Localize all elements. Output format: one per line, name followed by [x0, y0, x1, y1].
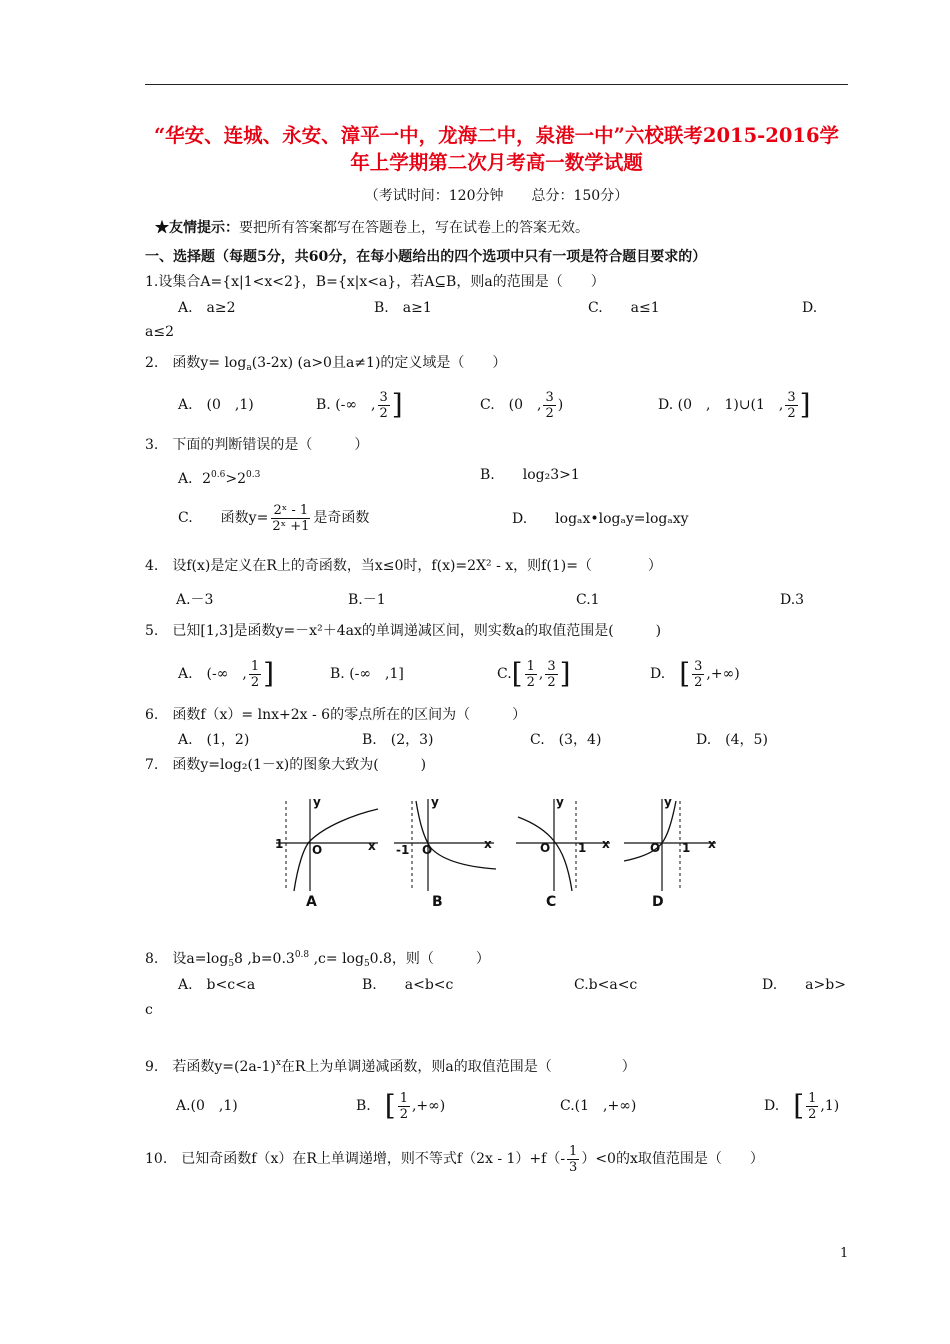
bracket: ]: [391, 388, 403, 421]
q1-option-a: A. a≥2: [178, 300, 236, 316]
q7-stem: 7. 函数y=log₂(1－x)的图象大致为( ): [145, 757, 427, 773]
q2-b-fraction: [378, 390, 390, 421]
q2-option-a: A. (0 ,1): [178, 397, 254, 413]
frac-num: 1: [250, 658, 260, 674]
origin-label: O: [540, 841, 551, 855]
q5-option-a: [178, 654, 274, 694]
q5-option-b: B. (-∞ ,1]: [330, 666, 404, 682]
tick-label: 1: [275, 837, 284, 851]
q6-option-a: A. (1，2): [178, 732, 250, 748]
q8-sup: 0.8: [294, 950, 310, 960]
q5-d-pre: D.: [650, 666, 666, 682]
origin-label: O: [422, 843, 433, 857]
origin-label: O: [650, 841, 661, 855]
q5-stem: 5. 已知[1,3]是函数y=－x²＋4ax的单调递减区间，则实数a的取值范围是( ): [145, 623, 662, 639]
axis-x-label: x: [708, 837, 716, 851]
q3-option-c: [178, 498, 369, 538]
q10-fraction: [567, 1144, 579, 1175]
q5-d-fraction: [692, 659, 704, 690]
q3-a-exp2: 0.3: [246, 470, 261, 480]
bracket: [: [384, 1089, 396, 1122]
frac-num: 1: [569, 1143, 578, 1159]
frac-den: 2: [379, 405, 388, 421]
frac-den: 2: [547, 674, 556, 690]
axis-y-label: y: [664, 795, 672, 809]
q2-c-post: ): [557, 397, 564, 413]
frac-num: 3: [379, 389, 388, 405]
q5-c-pre: C.: [497, 666, 512, 682]
bracket: [: [679, 657, 691, 690]
bracket: ]: [263, 657, 275, 690]
q9-sup: x: [275, 1058, 281, 1068]
tick-label: 1: [578, 841, 587, 855]
q10-post: ）<0的x取值范围是（ ）: [581, 1151, 764, 1167]
q7-label-c: C: [546, 894, 557, 910]
top-rule: [145, 84, 848, 85]
q7-label-d: D: [652, 894, 664, 910]
exam-info: （考试时间：120分钟 总分：150分）: [364, 188, 629, 204]
q4-stem: 4. 设f(x)是定义在R上的奇函数，当x≤0时，f(x)=2X² - x，则f(1)=（ ）: [145, 558, 662, 574]
frac-num: 3: [694, 658, 703, 674]
q5-a-pre: A. (-∞ ,: [178, 666, 247, 682]
q9-b-pre: B.: [356, 1098, 371, 1114]
q8-sub1: 5: [228, 959, 235, 969]
frac-num: 3: [787, 389, 796, 405]
frac-num: 3: [547, 658, 556, 674]
q2-d-fraction: [785, 390, 797, 421]
q8-option-b: B. a<b<c: [362, 977, 454, 993]
q6-stem: 6. 函数f（x）= lnx+2x - 6的零点所在的区间为（ ）: [145, 707, 527, 723]
origin-label: O: [312, 843, 323, 857]
q5-d-post: ,+∞): [706, 666, 740, 682]
section-heading: 一、选择题（每题5分，共60分，在每小题给出的四个选项中只有一项是符合题目要求的）: [145, 249, 707, 265]
q8-post: 0.8，则（ ）: [369, 951, 490, 967]
q2-stem-post: (3-2x) (a>0且a≠1)的定义域是（ ）: [251, 355, 507, 371]
q1-option-b: B. a≥1: [374, 300, 432, 316]
q5-option-d: [650, 654, 740, 694]
q6-option-d: D. (4，5): [696, 732, 768, 748]
q2-option-d: [658, 386, 811, 424]
q8-option-c: C.b<a<c: [574, 977, 638, 993]
q2-option-b: [316, 386, 403, 424]
q5-c-fraction2: [545, 659, 557, 690]
q8-mid1: 8 ,b=0.3: [234, 951, 295, 967]
q9-option-c: C.(1 ,+∞): [560, 1098, 637, 1114]
axis-x-label: x: [484, 837, 492, 851]
q9-d-fraction: [806, 1091, 818, 1122]
axis-y-label: y: [556, 795, 564, 809]
page-number: 1: [840, 1246, 849, 1261]
q2-option-c: [480, 386, 563, 424]
bracket: [: [793, 1089, 805, 1122]
q3-a-mid: >2: [225, 471, 246, 487]
q8-option-d-wrap: c: [145, 1002, 153, 1018]
q6-option-c: C. (3，4): [530, 732, 602, 748]
tick-label: -1: [396, 843, 410, 857]
frac-den: 2: [526, 674, 535, 690]
q2-stem: [145, 354, 506, 377]
q8-pre: 8. 设a=log: [145, 951, 229, 967]
frac-den: 2: [694, 674, 703, 690]
bracket: ]: [799, 388, 811, 421]
q2-c-pre: C. (0 ,: [480, 397, 542, 413]
q1-option-d-wrap: a≤2: [145, 324, 174, 340]
q1-option-d: D.: [802, 300, 818, 316]
q10-stem: [145, 1140, 764, 1178]
frac-num: 1: [399, 1090, 408, 1106]
q3-option-b: B. log₂3>1: [480, 467, 580, 483]
q10-pre: 10. 已知奇函数f（x）在R上单调递增，则不等式f（2x - 1）+f（-: [145, 1151, 566, 1167]
q4-option-d: D.3: [780, 592, 805, 608]
q7-graph-b: [392, 795, 504, 895]
q8-mid2: ,c= log: [309, 951, 364, 967]
axis-y-label: y: [431, 795, 439, 809]
q1-stem: 1.设集合A={x|1<x<2}，B={x|x<a}，若A⊆B，则a的范围是（ ）: [145, 274, 605, 290]
q3-a-pre: A．2: [178, 471, 212, 487]
q4-option-c: C.1: [576, 592, 600, 608]
q2-d-pre: D. (0 , 1)∪(1 ,: [658, 397, 784, 413]
q3-option-d: D. logₐx•logₐy=logₐxy: [512, 511, 689, 527]
q3-c-fraction: [270, 503, 311, 534]
frac-num: 1: [808, 1090, 817, 1106]
q1-option-c: C. a≤1: [588, 300, 660, 316]
frac-den: 2: [399, 1106, 408, 1122]
q7-label-a: A: [306, 894, 317, 910]
axis-x-label: x: [602, 837, 610, 851]
page-title: “华安、连城、永安、漳平一中，龙海二中，泉港一中”六校联考2015-2016学年上学期第二次月考高一数学试题: [153, 124, 840, 174]
frac-num: 2ˣ - 1: [273, 502, 309, 518]
tip-line: [155, 219, 589, 237]
q6-option-b: B. (2，3): [362, 732, 434, 748]
axis-x-label: x: [368, 839, 376, 853]
q8-sub2: 5: [363, 959, 370, 969]
q9-pre: 9. 若函数y=(2a-1): [145, 1059, 276, 1075]
q8-option-d: D. a>b>: [762, 977, 846, 993]
q8-option-a: A. b<c<a: [178, 977, 256, 993]
tick-label: 1: [682, 841, 691, 855]
q9-d-pre: D.: [764, 1098, 780, 1114]
q2-b-pre: B. (-∞ ,: [316, 397, 376, 413]
frac-den: 2: [787, 405, 796, 421]
q3-c-post: 是奇函数: [313, 510, 370, 526]
q4-option-a: A.－3: [176, 592, 214, 608]
q9-stem: [145, 1054, 636, 1076]
q9-option-a: A.(0 ,1): [176, 1098, 238, 1114]
q2-stem-pre: 2. 函数y= log: [145, 355, 247, 371]
q7-label-b: B: [432, 894, 443, 910]
q4-option-b: B.－1: [348, 592, 386, 608]
q5-c-fraction1: [525, 659, 537, 690]
frac-num: 1: [526, 658, 535, 674]
q3-a-exp1: 0.6: [211, 470, 226, 480]
q9-b-fraction: [398, 1091, 410, 1122]
q3-option-a: [178, 466, 260, 488]
q9-d-post: ,1): [820, 1098, 840, 1114]
q7-graph-d: [620, 795, 730, 895]
bracket: [: [511, 657, 523, 690]
q2-c-fraction: [543, 390, 555, 421]
q8-stem: [145, 946, 490, 973]
frac-den: 2: [545, 405, 554, 421]
q7-graph-c: [512, 795, 624, 895]
frac-den: 2: [808, 1106, 817, 1122]
tip-text: 要把所有答案都写在答题卷上，写在试卷上的答案无效。: [239, 220, 589, 236]
tip-label: ★友情提示：: [155, 220, 239, 236]
q9-b-post: ,+∞): [411, 1098, 446, 1114]
frac-den: 2ˣ +1: [272, 518, 310, 534]
frac-den: 2: [250, 674, 260, 690]
q3-c-pre: C. 函数y=: [178, 510, 269, 526]
q9-option-d: [764, 1086, 839, 1126]
q5-option-c: C.[ $\frac{1}{2}$ , $\frac{3}{2}$ ]: [497, 657, 571, 690]
frac-num: 3: [545, 389, 554, 405]
q2-stem-sub: a: [246, 363, 252, 373]
bracket: ]: [559, 657, 571, 690]
frac-den: 3: [569, 1159, 578, 1175]
q9-option-b: [356, 1086, 445, 1126]
q5-a-fraction: [249, 659, 261, 690]
q7-graph-a: [272, 795, 392, 895]
q9-post: 在R上为单调递减函数，则a的取值范围是（ ）: [280, 1059, 636, 1075]
axis-y-label: y: [313, 795, 321, 809]
q3-stem: 3. 下面的判断错误的是（ ）: [145, 437, 369, 453]
